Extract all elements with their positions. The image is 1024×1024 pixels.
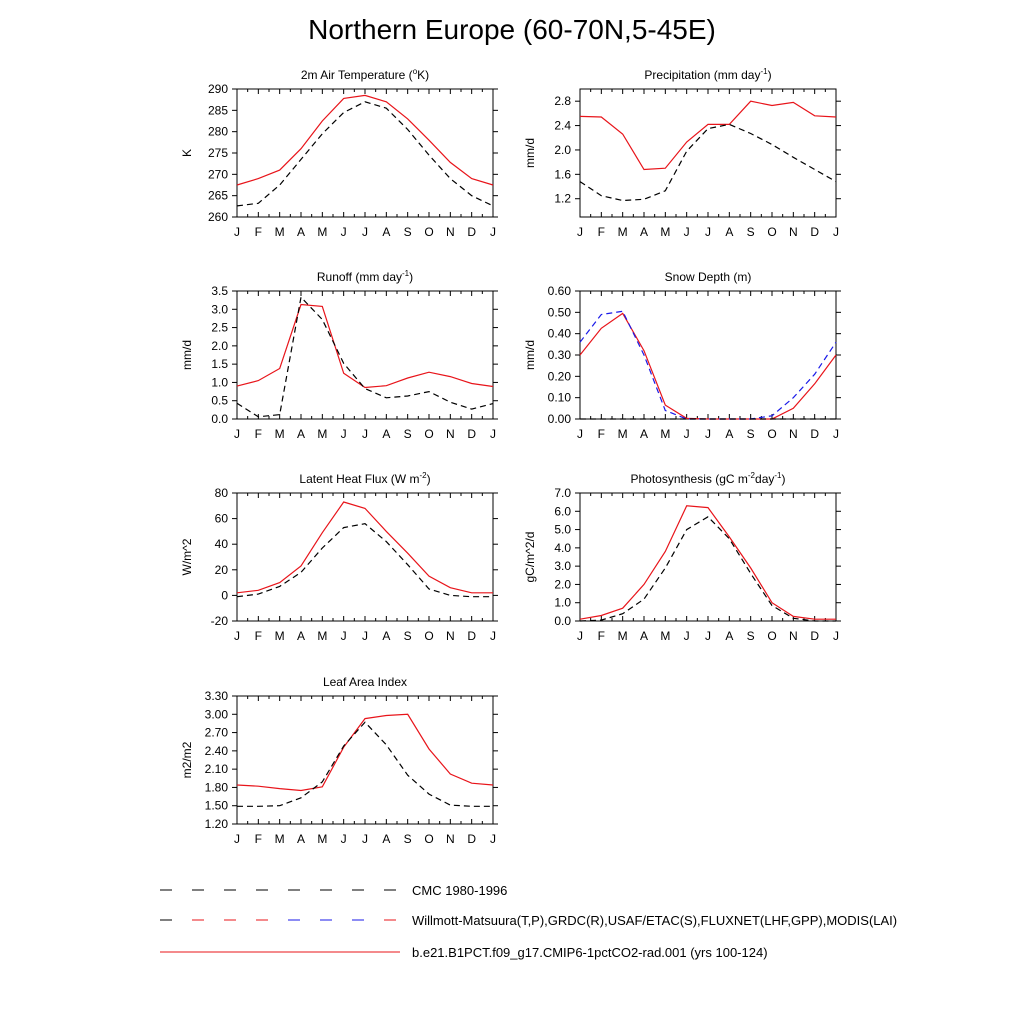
- x-tick-label: F: [254, 427, 263, 441]
- x-tick-label: A: [639, 225, 649, 239]
- x-tick-label: J: [490, 427, 496, 441]
- x-tick-label: J: [577, 427, 583, 441]
- x-tick-label: M: [274, 832, 285, 846]
- x-tick-label: N: [445, 427, 455, 441]
- x-tick-label: J: [683, 427, 690, 441]
- panel-title: [301, 67, 429, 82]
- x-tick-label: M: [660, 629, 671, 643]
- series-line-model: [580, 506, 836, 619]
- x-tick-label: J: [362, 629, 368, 643]
- x-tick-label: A: [296, 629, 306, 643]
- plot-frame: [237, 493, 493, 621]
- x-tick-label: D: [467, 427, 477, 441]
- x-tick-label: M: [617, 225, 628, 239]
- y-tick-label: 1.2: [554, 191, 571, 206]
- y-tick-label: 5.0: [554, 522, 571, 537]
- x-tick-label: A: [639, 427, 649, 441]
- panel-gpp: [523, 471, 841, 643]
- panel-title: [323, 675, 407, 689]
- x-tick-label: F: [597, 225, 606, 239]
- x-tick-label: A: [296, 832, 306, 846]
- y-tick-label: 0.60: [547, 284, 571, 298]
- panel-title-text: Leaf Area Index: [322, 675, 408, 689]
- x-tick-label: M: [317, 427, 328, 441]
- y-tick-label: 2.0: [211, 338, 228, 353]
- plot-frame: [580, 493, 836, 621]
- x-tick-label: N: [445, 832, 455, 846]
- plot-frame: [580, 89, 836, 217]
- x-tick-label: J: [833, 427, 839, 441]
- x-tick-label: J: [577, 629, 583, 643]
- panel-title-text: ): [767, 68, 772, 82]
- y-tick-label: 2.10: [204, 762, 228, 777]
- panel-lai: [180, 675, 498, 846]
- y-tick-label: 1.0: [554, 595, 571, 610]
- series-line-model: [580, 313, 836, 419]
- x-tick-label: M: [274, 629, 285, 643]
- legend-item: [160, 883, 507, 898]
- x-tick-label: M: [274, 427, 285, 441]
- series-line-obs: [580, 517, 836, 621]
- x-tick-label: D: [810, 629, 820, 643]
- x-tick-label: J: [833, 629, 839, 643]
- plot-frame: [237, 291, 493, 419]
- series-line-obs: [237, 297, 493, 417]
- panel-title-text: ): [426, 472, 431, 486]
- x-tick-label: S: [403, 629, 412, 643]
- series-line-obs: [237, 722, 493, 806]
- y-axis-label: W/m^2: [180, 538, 194, 576]
- y-tick-label: 0.0: [554, 614, 571, 628]
- y-tick-label: 290: [207, 82, 228, 96]
- panel-precip: [523, 67, 841, 239]
- x-tick-label: J: [340, 832, 347, 846]
- x-tick-label: A: [382, 832, 391, 846]
- x-tick-label: S: [403, 225, 412, 239]
- y-tick-label: 3.0: [211, 302, 228, 317]
- y-tick-label: 270: [207, 167, 228, 182]
- x-tick-label: S: [746, 629, 755, 643]
- y-tick-label: 1.6: [554, 167, 571, 182]
- y-tick-label: 4.0: [554, 540, 571, 555]
- y-tick-label: 0.40: [547, 326, 571, 341]
- y-tick-label: 40: [214, 537, 228, 552]
- y-axis-label: m2/m2: [180, 741, 194, 779]
- x-tick-label: J: [234, 225, 240, 239]
- x-tick-label: N: [445, 629, 455, 643]
- x-tick-label: J: [490, 225, 496, 239]
- y-tick-label: 0.30: [547, 348, 571, 362]
- panel-temp: [180, 67, 498, 239]
- x-tick-label: S: [403, 832, 412, 846]
- x-tick-label: J: [705, 427, 711, 441]
- panel-title-text: day: [755, 472, 775, 486]
- y-tick-label: 0.5: [211, 393, 228, 408]
- x-tick-label: A: [296, 225, 306, 239]
- y-tick-label: 0.10: [547, 390, 571, 405]
- y-tick-label: 2.4: [554, 118, 571, 133]
- y-tick-label: 2.8: [554, 94, 571, 109]
- x-tick-label: M: [617, 427, 628, 441]
- y-axis-label: gC/m^2/d: [523, 531, 537, 583]
- x-tick-label: A: [382, 629, 391, 643]
- plot-frame: [237, 89, 493, 217]
- x-tick-label: J: [340, 225, 347, 239]
- panel-title-superscript: -2: [747, 471, 756, 480]
- series-line-model: [580, 101, 836, 169]
- panel-title: [665, 270, 752, 284]
- x-tick-label: M: [617, 629, 628, 643]
- panel-title-superscript: -2: [419, 471, 427, 480]
- x-tick-label: J: [705, 225, 711, 239]
- x-tick-label: J: [234, 832, 240, 846]
- x-tick-label: O: [424, 832, 434, 846]
- series-line-model: [237, 305, 493, 388]
- x-tick-label: J: [340, 427, 347, 441]
- y-tick-label: 1.50: [204, 798, 228, 813]
- x-tick-label: M: [274, 225, 285, 239]
- y-tick-label: 265: [207, 188, 228, 203]
- x-tick-label: J: [362, 427, 368, 441]
- y-tick-label: 3.00: [204, 707, 228, 722]
- y-tick-label: 2.0: [554, 142, 571, 157]
- x-tick-label: N: [788, 427, 798, 441]
- panel-title-text: Snow Depth (m): [664, 270, 752, 284]
- legend-label: b.e21.B1PCT.f09_g17.CMIP6-1pctCO2-rad.001 (yrs 100-124): [412, 945, 768, 960]
- x-tick-label: M: [317, 832, 328, 846]
- panel-runoff: [180, 269, 498, 441]
- y-tick-label: 2.40: [204, 743, 228, 758]
- series-line-model: [237, 714, 493, 790]
- y-tick-label: 60: [214, 511, 228, 526]
- series-line-model: [237, 502, 493, 593]
- x-tick-label: A: [639, 629, 649, 643]
- x-tick-label: M: [317, 225, 328, 239]
- panel-title-text: Photosynthesis (gC m: [630, 472, 748, 486]
- y-tick-label: 0.00: [547, 412, 571, 426]
- y-tick-label: -20: [210, 614, 228, 628]
- panel-lhf: [180, 471, 498, 643]
- x-tick-label: O: [424, 427, 434, 441]
- y-tick-label: 2.0: [554, 577, 571, 592]
- x-tick-label: F: [254, 629, 263, 643]
- x-tick-label: J: [340, 629, 347, 643]
- y-tick-label: 0.20: [547, 369, 571, 384]
- x-tick-label: A: [725, 629, 734, 643]
- y-tick-label: 7.0: [554, 486, 571, 500]
- x-tick-label: A: [296, 427, 306, 441]
- legend-label: CMC 1980-1996: [412, 883, 508, 898]
- y-tick-label: 2.70: [204, 725, 228, 740]
- x-tick-label: J: [362, 225, 368, 239]
- panel-title-superscript: -1: [774, 471, 782, 480]
- x-tick-label: N: [788, 629, 798, 643]
- y-tick-label: 6.0: [554, 504, 571, 519]
- x-tick-label: N: [445, 225, 455, 239]
- x-tick-label: O: [767, 225, 777, 239]
- x-tick-label: S: [403, 427, 412, 441]
- y-tick-label: 0: [221, 588, 228, 603]
- y-tick-label: 1.0: [211, 375, 228, 390]
- x-tick-label: J: [705, 629, 711, 643]
- panel-snow: [523, 270, 841, 441]
- y-tick-label: 3.0: [554, 559, 571, 574]
- panel-title: [631, 471, 786, 486]
- panel-title-text: ): [409, 270, 414, 284]
- x-tick-label: F: [254, 832, 263, 846]
- x-tick-label: J: [490, 832, 496, 846]
- x-tick-label: J: [362, 832, 368, 846]
- panel-title-superscript: -1: [760, 67, 768, 76]
- y-axis-label: mm/d: [523, 138, 537, 168]
- x-tick-label: O: [424, 629, 434, 643]
- x-tick-label: F: [254, 225, 263, 239]
- x-tick-label: J: [234, 629, 240, 643]
- x-tick-label: J: [490, 629, 496, 643]
- x-tick-label: S: [746, 427, 755, 441]
- y-tick-label: 1.20: [204, 817, 228, 831]
- x-tick-label: A: [382, 427, 391, 441]
- y-tick-label: 3.5: [211, 284, 228, 298]
- x-tick-label: N: [788, 225, 798, 239]
- y-axis-label: K: [180, 148, 194, 158]
- legend-item: [160, 913, 897, 928]
- y-axis-label: mm/d: [180, 340, 194, 370]
- y-tick-label: 3.30: [204, 689, 228, 703]
- y-tick-label: 280: [207, 124, 228, 139]
- panel-title: [644, 67, 771, 82]
- x-tick-label: J: [683, 225, 690, 239]
- x-tick-label: D: [810, 427, 820, 441]
- x-tick-label: J: [234, 427, 240, 441]
- panel-title-superscript: o: [412, 67, 418, 76]
- x-tick-label: D: [467, 629, 477, 643]
- series-line-obs: [580, 124, 836, 200]
- y-tick-label: 80: [214, 486, 228, 500]
- panel-title-text: Latent Heat Flux (W m: [299, 472, 420, 486]
- panel-title-text: K): [417, 68, 430, 82]
- x-tick-label: M: [660, 225, 671, 239]
- x-tick-label: O: [767, 427, 777, 441]
- panel-title: [299, 471, 430, 486]
- x-tick-label: D: [810, 225, 820, 239]
- x-tick-label: J: [683, 629, 690, 643]
- y-tick-label: 0.0: [211, 412, 228, 426]
- y-tick-label: 1.80: [204, 780, 228, 795]
- panel-title-superscript: -1: [402, 269, 410, 278]
- y-tick-label: 1.5: [211, 357, 228, 372]
- panel-title-text: 2m Air Temperature (: [300, 68, 413, 82]
- x-tick-label: F: [597, 427, 606, 441]
- x-tick-label: J: [577, 225, 583, 239]
- x-tick-label: J: [833, 225, 839, 239]
- panel-title: [317, 269, 413, 284]
- x-tick-label: O: [424, 225, 434, 239]
- y-tick-label: 285: [207, 103, 228, 118]
- y-tick-label: 0.50: [547, 305, 571, 320]
- series-line-obs: [237, 102, 493, 206]
- series-line-obs: [237, 524, 493, 597]
- y-axis-label: mm/d: [523, 340, 537, 370]
- legend-label: Willmott-Matsuura(T,P),GRDC(R),USAF/ETAC(S),FLUXNET(LHF,GPP),MODIS(LAI): [412, 913, 898, 928]
- series-line-model: [237, 95, 493, 185]
- x-tick-label: O: [767, 629, 777, 643]
- x-tick-label: A: [725, 427, 734, 441]
- legend-item: [160, 945, 768, 960]
- panel-title-text: ): [781, 472, 786, 486]
- y-tick-label: 260: [207, 210, 228, 224]
- y-tick-label: 20: [214, 562, 228, 577]
- x-tick-label: D: [467, 832, 477, 846]
- panel-title-text: Precipitation (mm day: [644, 68, 761, 82]
- main-title: Northern Europe (60-70N,5-45E): [308, 14, 716, 45]
- x-tick-label: M: [660, 427, 671, 441]
- plot-frame: [580, 291, 836, 419]
- x-tick-label: S: [746, 225, 755, 239]
- x-tick-label: A: [725, 225, 734, 239]
- y-tick-label: 275: [207, 146, 228, 160]
- x-tick-label: A: [382, 225, 391, 239]
- x-tick-label: F: [597, 629, 606, 643]
- legend: [160, 883, 897, 960]
- y-tick-label: 2.5: [211, 320, 228, 335]
- x-tick-label: D: [467, 225, 477, 239]
- x-tick-label: M: [317, 629, 328, 643]
- panel-title-text: Runoff (mm day: [316, 270, 403, 284]
